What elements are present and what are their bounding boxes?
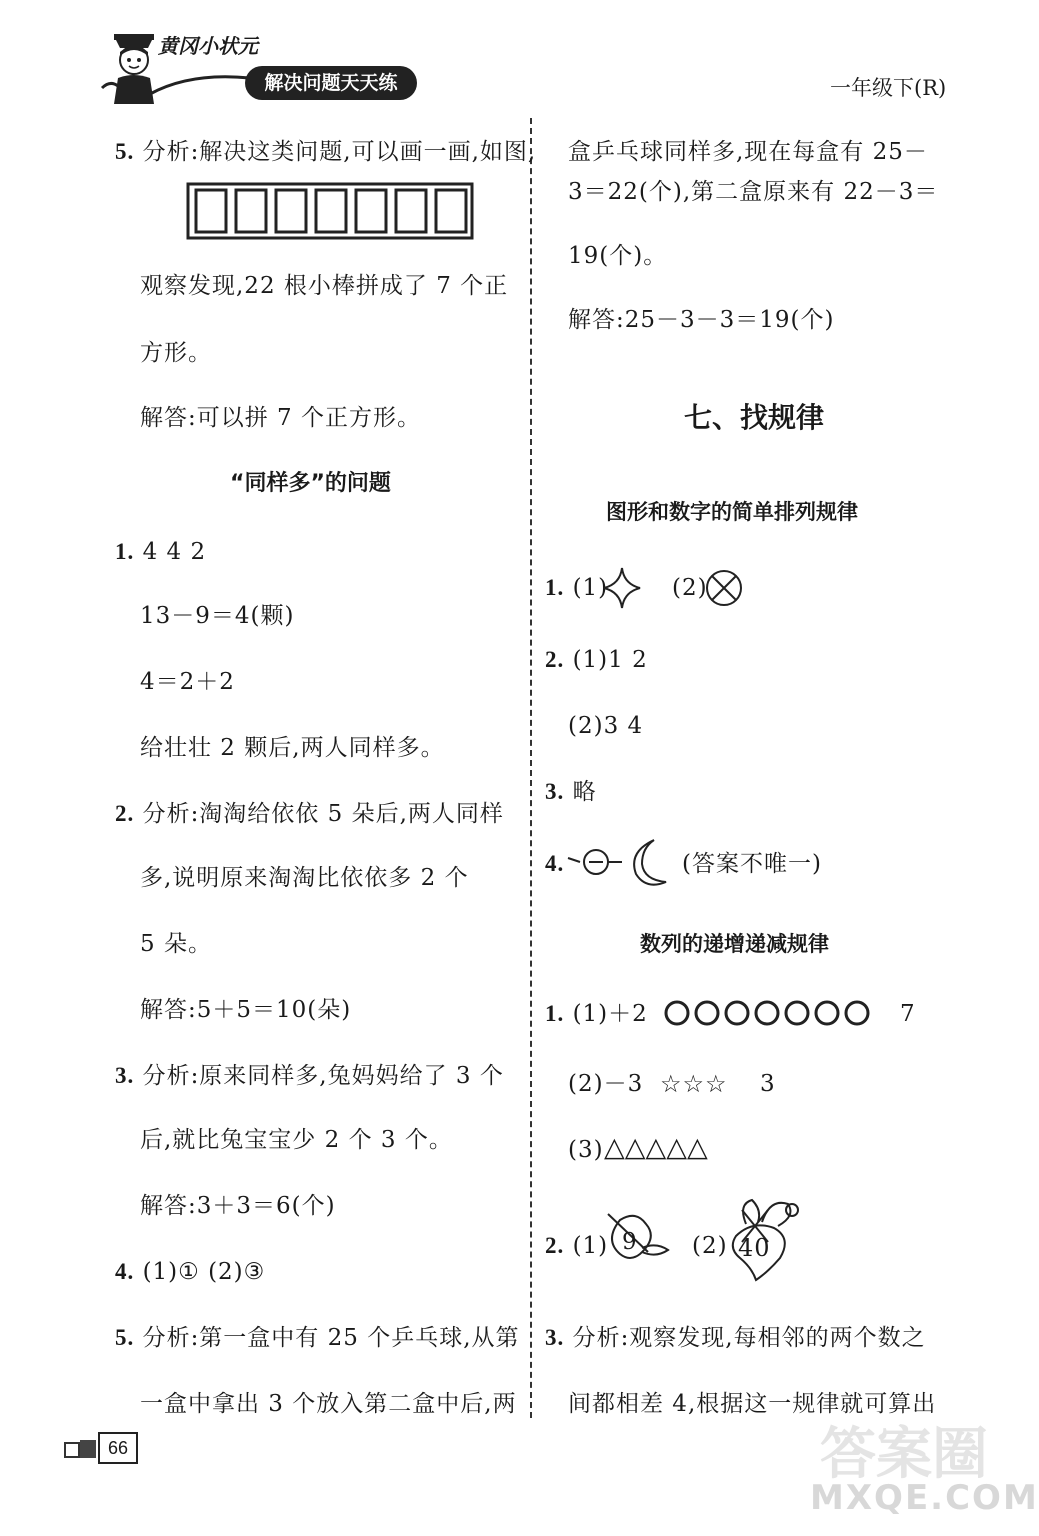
pattern-q2 [545, 644, 648, 676]
question-2 [115, 798, 504, 830]
text-line: (2) [692, 1233, 728, 1259]
peach-number: 9 [622, 1229, 638, 1255]
question-number: 5. [115, 1325, 135, 1350]
question-4 [115, 1256, 265, 1288]
text-line: 后,就比兔宝宝少 2 个 3 个。 [140, 1127, 453, 1153]
text-line: 略 [572, 779, 597, 805]
sequence-q2 [545, 1230, 608, 1262]
answer-line: 解答:3＋3＝6(个) [140, 1193, 336, 1219]
text-line: (3) [568, 1137, 604, 1163]
question-number: 4. [115, 1259, 135, 1284]
chapter-title: 七、找规律 [684, 401, 825, 434]
question-number: 3. [115, 1063, 135, 1088]
crossed-circle-icon [704, 568, 744, 608]
watermark-text: MXQE.COM [810, 1478, 1039, 1518]
text-line: 13－9＝4(颗) [140, 603, 295, 629]
text-line: (1)＋2 [572, 1001, 648, 1027]
text-line: (1) [572, 575, 609, 601]
question-1 [115, 536, 206, 568]
question-3 [115, 1060, 504, 1092]
question-number: 1. [545, 1001, 565, 1026]
radish-number: 40 [738, 1234, 771, 1262]
text-line: 分析:观察发现,每相邻的两个数之 [572, 1325, 926, 1351]
page-number: 66 [98, 1432, 138, 1464]
answer-line: 解答:5＋5＝10(朵) [140, 997, 352, 1023]
section-title: “同样多”的问题 [230, 471, 391, 496]
question-number: 2. [545, 1233, 565, 1258]
page-marker-icon [64, 1442, 80, 1458]
text-line: 3＝22(个),第二盒原来有 22－3＝ [568, 179, 939, 205]
text-line: 方形。 [140, 340, 212, 366]
text-line: 间都相差 4,根据这一规律就可算出 [568, 1391, 937, 1417]
watermark-logo: 答案圈 [820, 1422, 988, 1487]
question-number: 3. [545, 779, 565, 804]
question-number: 4. [545, 851, 565, 876]
triangles-row: △△△△△ [604, 1132, 708, 1163]
question-5b [115, 1322, 520, 1354]
text-line: 3 [760, 1071, 776, 1097]
question-number: 5. [115, 139, 135, 164]
text-line: 观察发现,22 根小棒拼成了 7 个正 [140, 273, 509, 299]
banner-swoosh-icon [150, 68, 250, 98]
sequence-q1 [545, 998, 648, 1030]
text-line: (2) [672, 575, 708, 601]
text-line: 盒乒乓球同样多,现在每盒有 25－ [568, 139, 928, 165]
text-line: 给壮壮 2 颗后,两人同样多。 [140, 735, 445, 761]
text-line: 5 朵。 [140, 931, 212, 957]
pattern-q1 [545, 572, 608, 604]
text-line: (1)1 2 [572, 647, 648, 673]
answer-line: 解答:可以拼 7 个正方形。 [140, 405, 422, 431]
section-title: 数列的递增递减规律 [640, 932, 829, 956]
grade-label: 一年级下(R) [830, 76, 947, 100]
question-number: 2. [115, 801, 135, 826]
text-line: 多,说明原来淘淘比依依多 2 个 [140, 865, 469, 891]
text-line: (2)3 4 [568, 713, 644, 739]
text-line: 分析:淘淘给依依 5 朵后,两人同样 [142, 801, 504, 827]
text-line: (1) [572, 1233, 609, 1259]
brand-logo-text: 黄冈小状元 [158, 34, 258, 58]
text-line: (1)① (2)③ [142, 1259, 266, 1285]
question-number: 3. [545, 1325, 565, 1350]
text-line: 分析:第一盒中有 25 个乒乓球,从第 [142, 1325, 520, 1351]
question-number: 1. [545, 575, 565, 600]
page-marker-icon [80, 1440, 96, 1458]
question-5a [115, 136, 536, 168]
circle-and-moon-pattern [566, 834, 686, 894]
pattern-q4 [545, 848, 564, 880]
sequence-q3 [545, 1322, 926, 1354]
text-line: 分析:原来同样多,兔妈妈给了 3 个 [142, 1063, 504, 1089]
question-number: 1. [115, 539, 135, 564]
answer-line: 解答:25－3－3＝19(个) [568, 307, 835, 333]
seven-circles-icon [662, 996, 874, 1030]
seven-squares-figure [186, 182, 476, 242]
text-line: 4＝2＋2 [140, 669, 235, 695]
stars-row: ☆☆☆ [660, 1070, 728, 1098]
text-line: 一盒中拿出 3 个放入第二盒中后,两 [140, 1391, 517, 1417]
column-divider [530, 118, 532, 1418]
text-line: 4 4 2 [142, 539, 207, 565]
text-line: 19(个)。 [568, 243, 668, 269]
text-line: 7 [900, 1001, 916, 1027]
book-banner: 解决问题天天练 [245, 66, 417, 100]
question-number: 2. [545, 647, 565, 672]
section-title: 图形和数字的简单排列规律 [606, 500, 858, 524]
text-line: (2)－3 [568, 1071, 644, 1097]
pattern-q3 [545, 776, 597, 808]
text-line: (答案不唯一) [682, 851, 822, 877]
text-line: 分析:解决这类问题,可以画一画,如图, [142, 139, 537, 165]
four-point-star-icon [602, 566, 642, 610]
